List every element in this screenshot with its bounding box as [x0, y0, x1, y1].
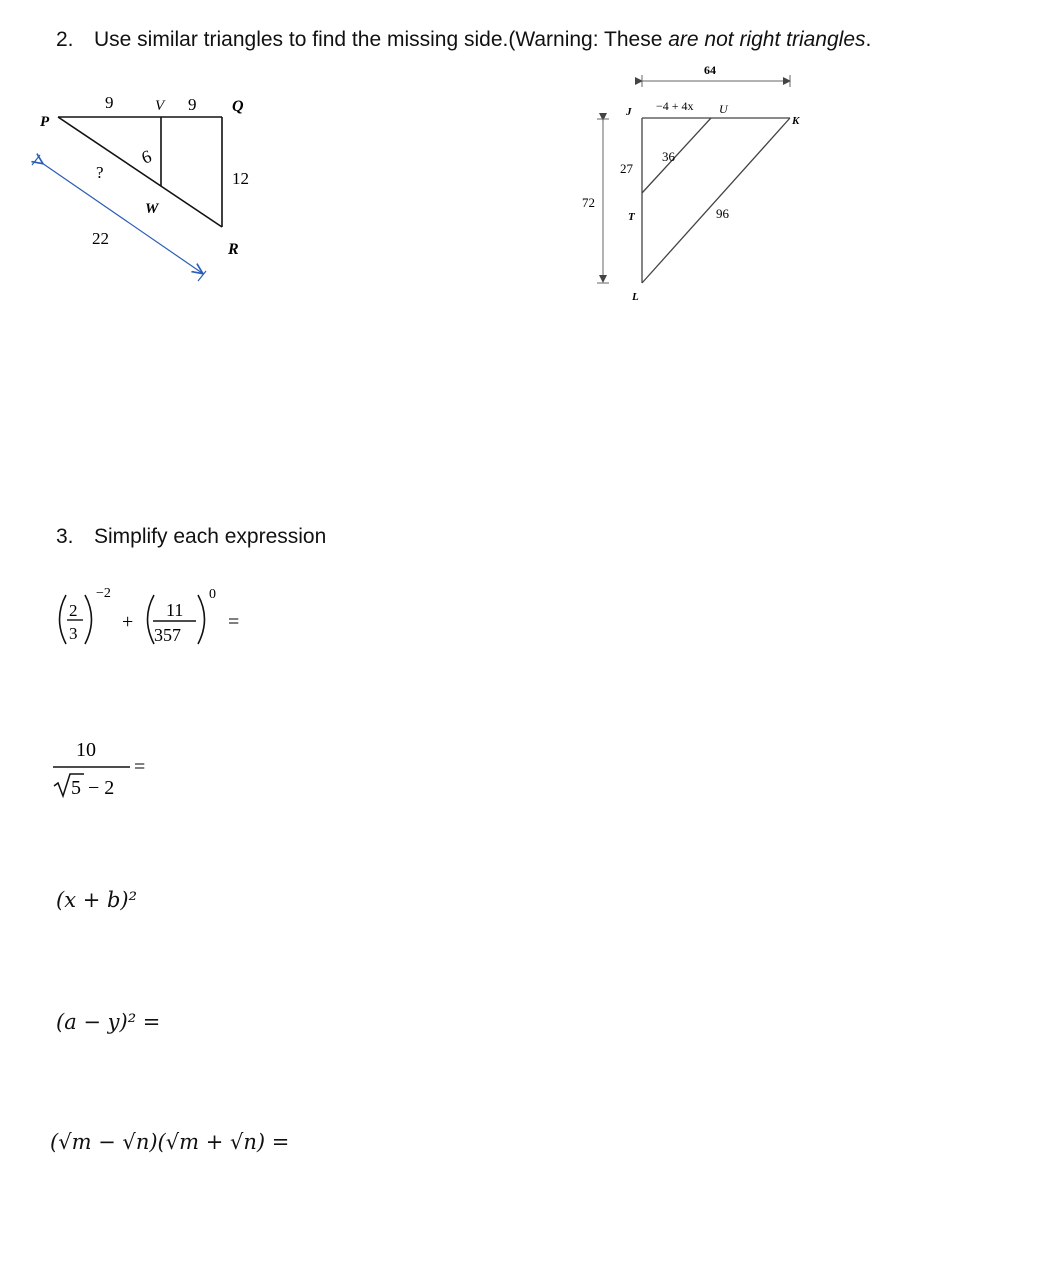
label-J: J	[626, 106, 632, 118]
radicand: 5	[71, 777, 81, 799]
plus-sign: +	[122, 611, 134, 633]
fraction-1-numerator: 2	[69, 601, 78, 620]
fraction-2-denominator: 357	[154, 625, 181, 645]
length-upper-left: 27	[620, 161, 633, 176]
segment-KL	[642, 118, 790, 283]
problem-text-end: .	[865, 28, 872, 51]
segment-PR	[58, 117, 222, 227]
right-paren-2	[198, 595, 205, 644]
length-top-left: 9	[105, 93, 114, 112]
label-Q: Q	[232, 98, 244, 115]
numerator: 10	[76, 739, 96, 761]
problem-text-emphasis: are not right triangles	[668, 28, 866, 51]
expression-2	[50, 730, 190, 805]
label-K: K	[792, 115, 800, 127]
exponent-2: 0	[209, 587, 216, 602]
unknown-side: ?	[96, 163, 104, 182]
right-paren-1	[85, 595, 92, 644]
problem-3-heading	[56, 525, 326, 549]
length-top-total: 64	[704, 63, 716, 77]
dimension-arrow-PR	[42, 163, 202, 273]
figure-1-triangles	[20, 85, 300, 295]
length-right-side: 12	[232, 169, 249, 188]
length-inner-diag: 36	[662, 149, 675, 164]
length-left-total: 72	[582, 195, 595, 210]
figure-2-triangles	[570, 58, 820, 308]
label-R: R	[228, 241, 239, 258]
problem-text: Simplify each expression	[94, 525, 327, 548]
expression-5: (√m − √n)(√m + √n) =	[50, 1130, 290, 1154]
label-W: W	[145, 201, 159, 217]
length-top-expr: −4 + 4x	[656, 99, 694, 113]
denominator-rest: − 2	[83, 777, 115, 799]
problem-number: 2.	[56, 28, 74, 51]
label-T: T	[628, 211, 635, 223]
label-V: V	[155, 98, 165, 114]
length-outer-diag: 96	[716, 206, 729, 221]
equals-sign: =	[228, 611, 240, 633]
exponent-1: −2	[96, 586, 111, 601]
length-inner-side: 6	[138, 145, 155, 168]
length-total-bottom: 22	[92, 229, 109, 248]
segment-UT	[642, 118, 711, 193]
problem-number: 3.	[56, 525, 74, 548]
fraction-2-numerator: 11	[166, 600, 184, 620]
label-U: U	[719, 102, 728, 116]
expression-1	[50, 578, 270, 658]
expression-4: (a − y)² =	[56, 1010, 161, 1034]
problem-2-heading	[56, 28, 871, 52]
length-top-right: 9	[188, 95, 197, 114]
arrow-tick-start	[32, 155, 40, 165]
equals-sign: =	[134, 756, 146, 778]
expression-3: (x + b)²	[56, 888, 138, 912]
left-paren-1	[60, 595, 67, 644]
label-L: L	[632, 291, 639, 303]
problem-text: Use similar triangles to find the missing side.(Warning: These	[94, 28, 669, 51]
label-P: P	[40, 114, 50, 130]
fraction-1-denominator: 3	[69, 624, 78, 643]
